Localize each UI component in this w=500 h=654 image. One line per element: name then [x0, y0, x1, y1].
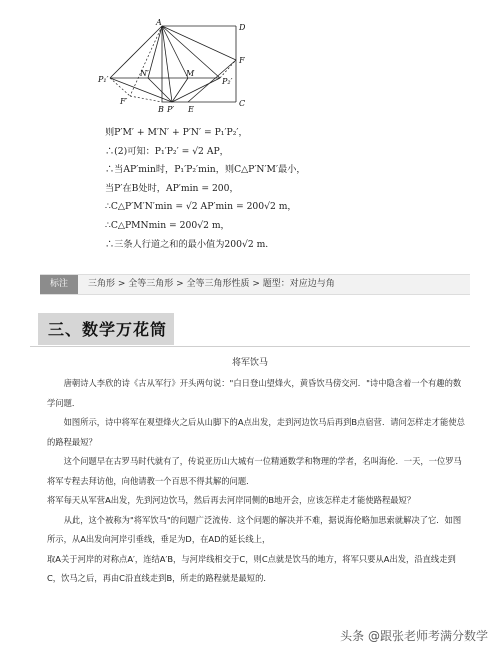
- geometry-figure: [100, 18, 280, 118]
- label-d: D: [239, 23, 246, 32]
- solution-line: 当P′在B处时，AP′min = 200，: [105, 182, 239, 194]
- label-p1p: P₁′: [98, 75, 109, 84]
- watermark: 头条 @跟张老师考满分数学: [340, 629, 488, 643]
- solution-line: ∴三条人行道之和的最小值为200√2 m.: [105, 238, 269, 250]
- solution-line: ∴(2)可知：P₁′P₂′ = √2 AP，: [105, 145, 229, 157]
- article-title: 将军饮马: [231, 358, 268, 368]
- annotation-bar: [40, 274, 470, 295]
- solution-line: 则P′M′ + M′N′ + P′N′ = P₁′P₂′，: [105, 127, 248, 138]
- section-divider: [30, 346, 470, 347]
- solution-line: ∴当AP′min时，P₁′P₂′min，则C△P′N′M′最小，: [105, 164, 306, 176]
- article-body: [47, 374, 467, 589]
- annotation-label: 标注: [40, 275, 78, 294]
- solution-steps: [105, 124, 306, 254]
- label-a: A: [156, 18, 162, 27]
- label-p2p: P₂′: [222, 77, 233, 86]
- solution-line: ∴C△P′M′N′min = √2 AP′min = 200√2 m，: [105, 201, 297, 213]
- section-heading: [38, 313, 174, 345]
- article-paragraph: 将军每天从军营A出发，先到河边饮马，然后再去河岸同侧的B地开会，应该怎样走才能使路程最短？: [47, 495, 416, 505]
- label-pp: P′: [167, 105, 175, 114]
- label-f: F: [239, 56, 245, 65]
- label-c: C: [239, 99, 246, 108]
- article-paragraph: 取A关于河岸的对称点A′，连结A′B，与河岸线相交于C，则C点就是饮马的地方，将军只要从A出发，沿直线走到C，饮马之后，再由C沿直线走到B，所走的路程就是最短的．: [47, 553, 456, 583]
- label-n: N′: [140, 69, 149, 78]
- article-paragraph: 这个问题早在古罗马时代就有了，传说亚历山大城有一位精通数学和物理的学者，名叫海伦．一天，一位罗马将军专程去拜访他，向他请教一个百思不得其解的问题．: [47, 456, 462, 486]
- article-paragraph: 从此，这个被称为"将军饮马"的问题广泛流传．这个问题的解决并不难，据说海伦略加思索就解决了它．如图所示，从A出发向河岸引垂线，垂足为D，在AD的延长线上，: [47, 514, 462, 544]
- label-b: B: [158, 105, 164, 114]
- solution-line: ∴C△PMNmin = 200√2 m，: [105, 219, 230, 231]
- section-title: 三、数学万花筒: [48, 320, 168, 339]
- label-fp: F′: [120, 97, 128, 106]
- label-m: M: [186, 69, 195, 78]
- label-e: E: [188, 105, 194, 114]
- annotation-breadcrumb: 三角形 > 全等三角形 > 全等三角形性质 > 题型：对应边与角: [88, 279, 335, 289]
- article-paragraph: 如图所示，诗中将军在观望烽火之后从山脚下的A点出发，走到河边饮马后再到B点宿营．请问怎样走才能使总的路程最短？: [47, 417, 465, 447]
- article-paragraph: 唐朝诗人李欣的诗《古从军行》开头两句说："白日登山望烽火，黄昏饮马傍交河．"诗中隐含着一个有趣的数学问题．: [47, 378, 462, 408]
